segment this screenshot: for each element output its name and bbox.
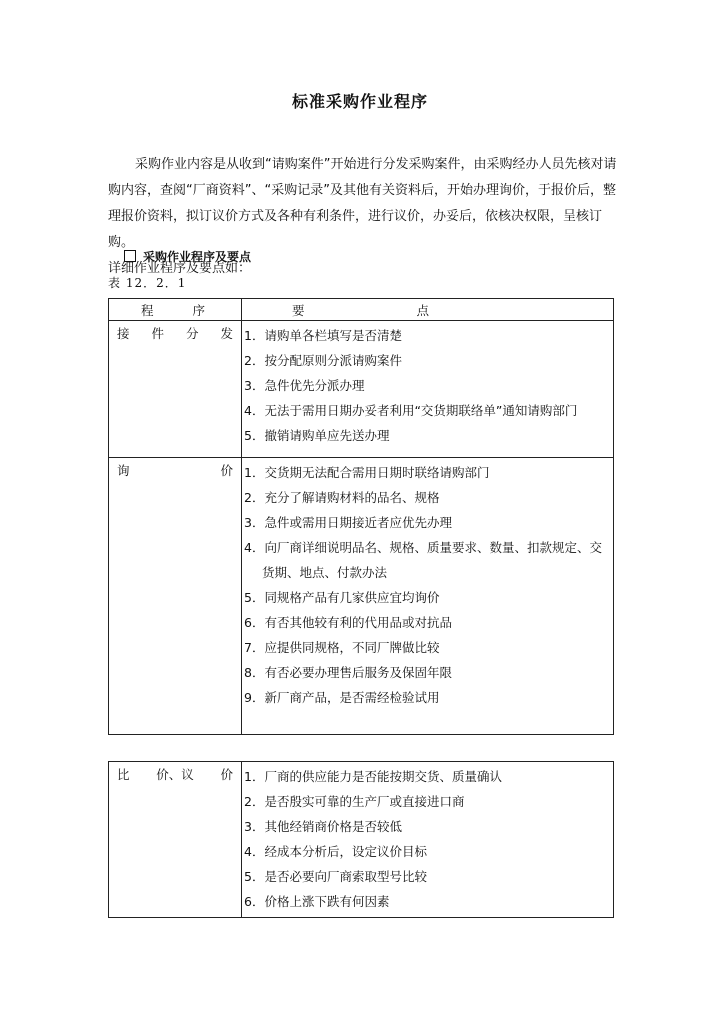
list-item: 8．有否必要办理售后服务及保固年限 (244, 665, 452, 680)
procedure-cell (109, 762, 242, 918)
procedure-char: 比 (117, 767, 130, 782)
procedure-char: 分 (185, 326, 199, 341)
list-item: 1．厂商的供应能力是否能按期交货、质量确认 (244, 769, 502, 784)
intro-line: 详细作业程序及要点如： (108, 261, 252, 276)
list-item: 2．按分配原则分派请购案件 (244, 353, 402, 368)
table-label: 表 12．2．1 (108, 276, 187, 290)
list-item: 9．新厂商产品，是否需经检验试用 (244, 690, 440, 705)
checkbox-square-icon (124, 250, 136, 262)
procedure-char: 价 (220, 767, 233, 782)
list-item: 5．撤销请购单应先送办理 (244, 428, 390, 443)
requirements-cell (242, 762, 614, 918)
list-item: 4．经成本分析后，设定议价目标 (244, 844, 427, 859)
list-item: 6．有否其他较有利的代用品或对抗品 (244, 615, 452, 630)
procedure-char: 接 (117, 326, 130, 341)
intro-line: 购内容，查阅“厂商资料”、“采购记录”及其他有关资料后，开始办理询价，于报价后，整 (108, 183, 616, 198)
table-header-row (109, 299, 614, 321)
section-subheading (124, 248, 251, 265)
procedure-cell (109, 321, 242, 458)
list-item: 6．价格上涨下跌有何因素 (244, 894, 390, 909)
procedure-char: 价、议 (156, 767, 194, 782)
list-item: 4．无法于需用日期办妥者利用“交货期联络单”通知请购部门 (244, 403, 578, 418)
list-item: 1．交货期无法配合需用日期时联络请购部门 (244, 465, 490, 480)
header-text: 序 (192, 302, 205, 318)
intro-line: 采购作业内容是从收到“请购案件”开始进行分发采购案件，由采购经办人员先核对请 (135, 157, 617, 172)
list-item: 2．是否殷实可靠的生产厂或直接进口商 (244, 794, 465, 809)
list-item: 7．应提供同规格，不同厂牌做比较 (244, 640, 440, 655)
list-item-text: 4．向厂商详细说明品名、规格、质量要求、数量、扣款规定、交 (244, 540, 602, 555)
procedure-char: 询 (117, 463, 130, 478)
procedure-char: 发 (220, 326, 233, 341)
procedure-char: 价 (220, 463, 233, 478)
requirements-cell (242, 321, 614, 458)
procedure-table (108, 298, 614, 735)
list-item: 1．请购单各栏填写是否清楚 (244, 328, 402, 343)
procedure-cell (109, 458, 242, 735)
requirements-cell (242, 458, 614, 735)
list-item (244, 535, 609, 585)
intro-line: 理报价资料，拟订议价方式及各种有利条件，进行议价，办妥后，依核决权限，呈核订购。 (108, 209, 603, 250)
table-row (109, 458, 614, 735)
subheading-text: 采购作业程序及要点 (143, 250, 252, 264)
procedure-char: 件 (151, 326, 164, 341)
list-item: 3．急件或需用日期接近者应优先办理 (244, 515, 452, 530)
header-requirements-cell (242, 299, 614, 321)
list-item: 3．其他经销商价格是否较低 (244, 819, 402, 834)
table-row (109, 762, 614, 918)
header-procedure-cell (109, 299, 242, 321)
table-row (109, 321, 614, 458)
list-item: 2．充分了解请购材料的品名、规格 (244, 490, 440, 505)
procedure-table-continued (108, 761, 614, 918)
header-text: 点 (416, 302, 429, 318)
list-item: 3．急件优先分派办理 (244, 378, 365, 393)
list-item: 5．同规格产品有几家供应宜均询价 (244, 590, 440, 605)
header-text: 要 (292, 302, 305, 318)
header-text: 程 (141, 302, 154, 318)
document-title: 标准采购作业程序 (291, 92, 428, 111)
list-item: 5．是否必要向厂商索取型号比较 (244, 869, 427, 884)
list-item-continuation: 货期、地点、付款办法 (262, 565, 388, 580)
